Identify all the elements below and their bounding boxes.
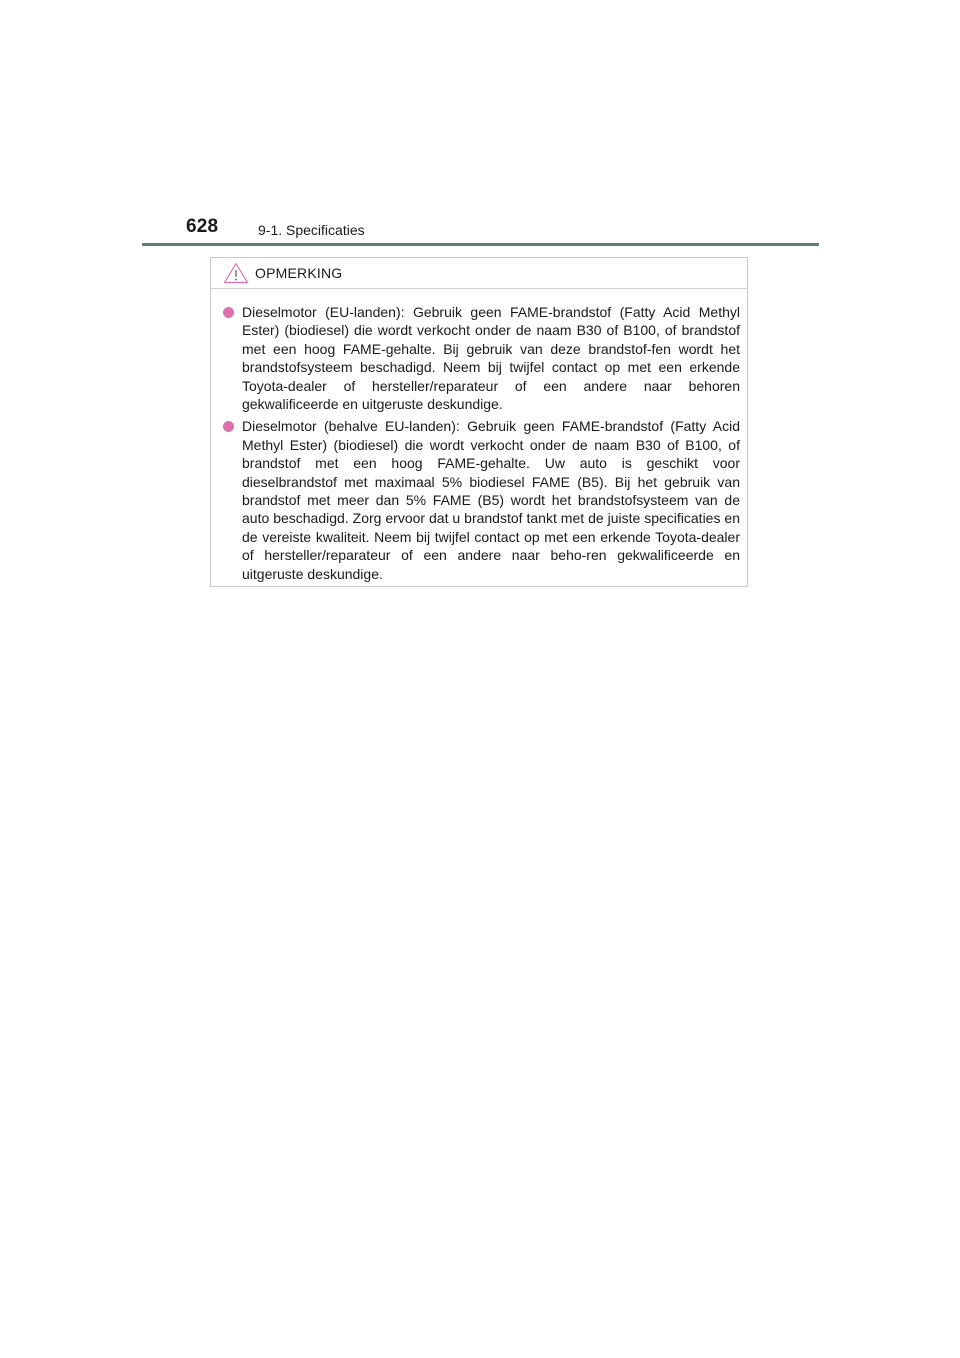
notice-item <box>223 303 740 413</box>
bullet-icon <box>223 307 234 318</box>
notice-item-text: Dieselmotor (EU-landen): Gebruik geen FAME-brandstof (Fatty Acid Methyl Ester) (biodiesel) die wordt verkocht onder de naam B30 of B100, of brandstof met een hoog FAME-gehalte. Bij gebruik van deze brandstof-fen wordt het brandstofsysteem beschadigd. Neem bij twijfel contact op met een erkende Toyota-dealer of hersteller/reparateur of een andere naar behoren gekwalificeerde en uitgeruste deskundige. <box>242 304 740 413</box>
section-title: 9-1. Specificaties <box>258 222 365 238</box>
notice-body <box>211 289 747 583</box>
notice-title: OPMERKING <box>255 265 343 281</box>
page-number: 628 <box>186 216 219 237</box>
bullet-icon <box>223 421 234 432</box>
notice-item <box>223 417 740 583</box>
header-divider <box>142 243 819 246</box>
notice-header <box>211 258 747 289</box>
notice-item-text: Dieselmotor (behalve EU-landen): Gebruik geen FAME-brandstof (Fatty Acid Methyl Ester) (biodiesel) die wordt verkocht onder de naam B30 of B100, of brandstof met een hoog FAME-gehalte. Uw auto is geschikt voor dieselbrandstof met maximaal 5% biodiesel FAME (B5). Bij het gebruik van brandstof met meer dan 5% FAME (B5) wordt het brandstofsysteem van de auto beschadigd. Zorg ervoor dat u brandstof tankt met de juiste specificaties en de vereiste kwaliteit. Neem bij twijfel contact op met een erkende Toyota-dealer of hersteller/reparateur of een andere naar beho-ren gekwalificeerde en uitgeruste deskundige. <box>242 418 740 582</box>
warning-triangle-icon <box>223 262 249 284</box>
notice-box <box>210 257 748 587</box>
